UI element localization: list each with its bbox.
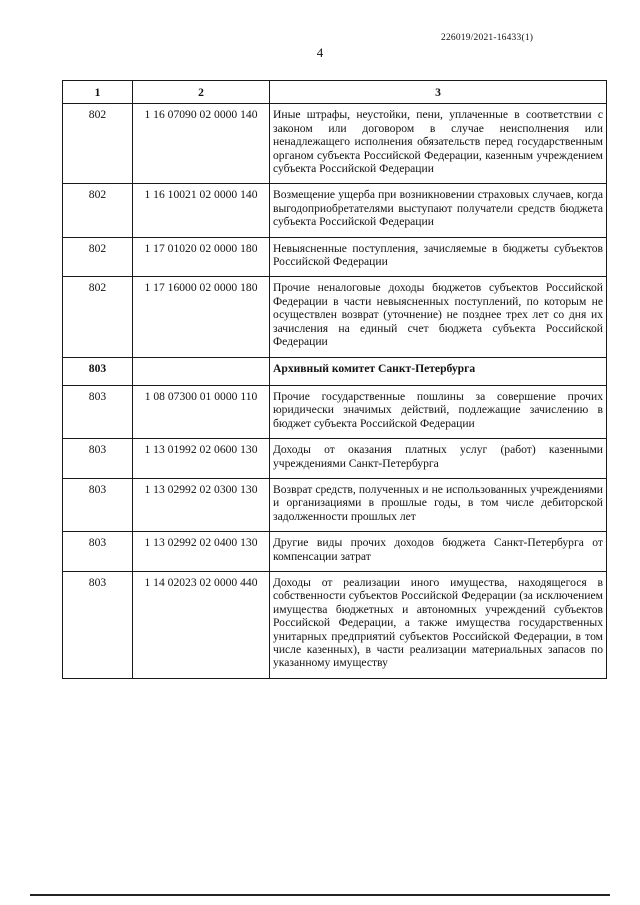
budget-classification-code-cell: 1 14 02023 02 0000 440 bbox=[133, 571, 270, 678]
revenue-description-cell: Доходы от оказания платных услуг (работ) казенными учреждениями Санкт-Петербурга bbox=[270, 439, 607, 479]
budget-classification-code-cell: 1 13 02992 02 0400 130 bbox=[133, 532, 270, 572]
revenue-description-cell: Другие виды прочих доходов бюджета Санкт-Петербурга от компенсации затрат bbox=[270, 532, 607, 572]
table-row bbox=[63, 439, 607, 479]
table-row bbox=[63, 184, 607, 237]
table-row bbox=[63, 385, 607, 438]
page-number: 4 bbox=[316, 45, 324, 60]
table-row bbox=[63, 104, 607, 184]
admin-code-cell: 803 bbox=[63, 478, 133, 531]
budget-classification-code-cell: 1 13 02992 02 0300 130 bbox=[133, 478, 270, 531]
table-row bbox=[63, 478, 607, 531]
revenue-description-cell: Прочие государственные пошлины за совершение прочих юридически значимых действий, подлежащие зачислению в бюджет субъекта Российской Федерации bbox=[270, 385, 607, 438]
budget-classification-code-cell: 1 17 16000 02 0000 180 bbox=[133, 277, 270, 357]
revenue-description-cell: Архивный комитет Санкт-Петербурга bbox=[270, 357, 607, 385]
revenue-description-cell: Возврат средств, полученных и не использованных учреждениями и организациями в прошлые годы, в том числе дебиторской задолженности прошлых лет bbox=[270, 478, 607, 531]
revenue-description-cell: Прочие неналоговые доходы бюджетов субъектов Российской Федерации в части невыясненных поступлений, по которым не осуществлен возврат (уточнение) не позднее трех лет со дня их зачисления на единый счет бюджета субъекта Российской Федерации bbox=[270, 277, 607, 357]
revenue-description-cell: Доходы от реализации иного имущества, находящегося в собственности субъектов Российской Федерации (за исключением имущества бюджетных и автономных учреждений субъектов Российской Федерации, а также имущества государственных унитарных предприятий субъектов Российской Федерации, в том числе казенных), в части реализации материальных запасов по указанному имуществу bbox=[270, 571, 607, 678]
column-header-1: 1 bbox=[63, 81, 133, 104]
admin-code-cell: 803 bbox=[63, 532, 133, 572]
admin-code-cell: 803 bbox=[63, 385, 133, 438]
table-row bbox=[63, 571, 607, 678]
budget-classification-code-cell: 1 16 10021 02 0000 140 bbox=[133, 184, 270, 237]
admin-code-cell: 802 bbox=[63, 184, 133, 237]
budget-classification-code-cell: 1 13 01992 02 0600 130 bbox=[133, 439, 270, 479]
admin-code-cell: 802 bbox=[63, 277, 133, 357]
revenue-description-cell: Возмещение ущерба при возникновении страховых случаев, когда выгодоприобретателями выступают получатели средств бюджета субъекта Российской Федерации bbox=[270, 184, 607, 237]
admin-code-cell: 802 bbox=[63, 237, 133, 277]
budget-classification-code-cell: 1 16 07090 02 0000 140 bbox=[133, 104, 270, 184]
admin-code-cell: 803 bbox=[63, 357, 133, 385]
table-row bbox=[63, 277, 607, 357]
column-header-2: 2 bbox=[133, 81, 270, 104]
table-section-header-row bbox=[63, 357, 607, 385]
table-row bbox=[63, 237, 607, 277]
admin-code-cell: 802 bbox=[63, 104, 133, 184]
table-row bbox=[63, 532, 607, 572]
admin-code-cell: 803 bbox=[63, 439, 133, 479]
revenue-codes-table bbox=[62, 80, 607, 679]
document-number: 226019/2021-16433(1) bbox=[441, 33, 534, 43]
revenue-description-cell: Невыясненные поступления, зачисляемые в бюджеты субъектов Российской Федерации bbox=[270, 237, 607, 277]
budget-classification-code-cell: 1 17 01020 02 0000 180 bbox=[133, 237, 270, 277]
budget-classification-code-cell bbox=[133, 357, 270, 385]
admin-code-cell: 803 bbox=[63, 571, 133, 678]
budget-classification-code-cell: 1 08 07300 01 0000 110 bbox=[133, 385, 270, 438]
table-header-row bbox=[63, 81, 607, 104]
column-header-3: 3 bbox=[270, 81, 607, 104]
revenue-description-cell: Иные штрафы, неустойки, пени, уплаченные в соответствии с законом или договором в случае неисполнения или ненадлежащего исполнения обязательств перед государственным органом субъекта Российской Федерации, казенным учреждением субъекта Российской Федерации bbox=[270, 104, 607, 184]
page-bottom-rule bbox=[30, 894, 610, 896]
